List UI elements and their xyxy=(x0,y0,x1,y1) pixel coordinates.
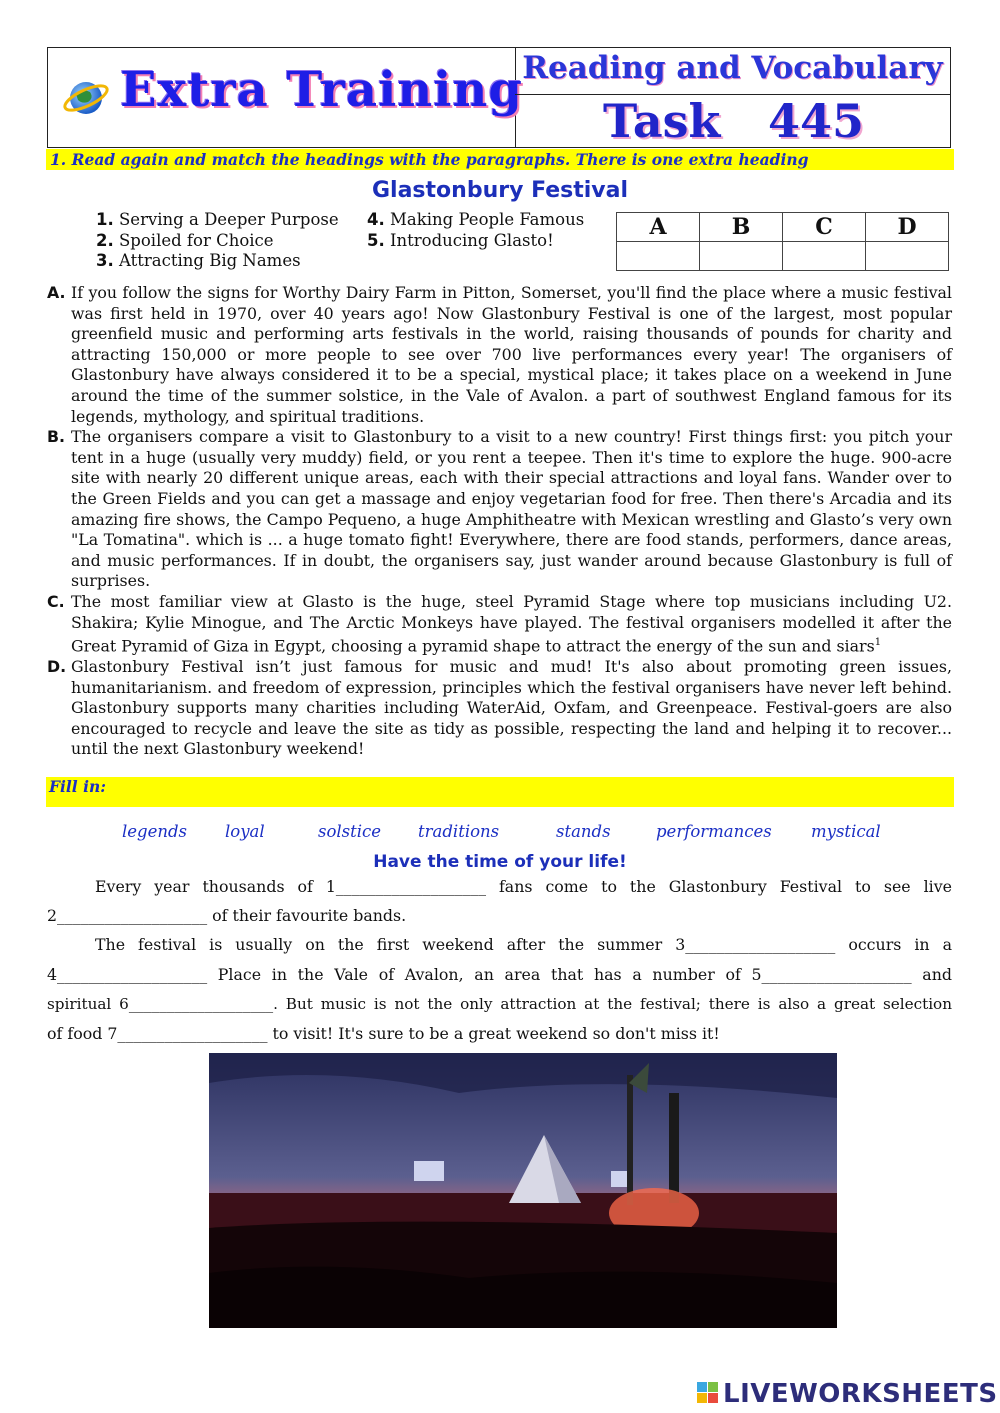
paragraph-c: C. The most familiar view at Glasto is the huge, steel Pyramid Stage where top musicians including U2. Shakira; Kylie Minogue, and The Arctic Monkeys have played. The festival organisers modelled it after the Great Pyramid of Giza in Egypt, choosing a pyramid shape to attract the energy of the sun and siars$^1$ xyxy=(47,591,952,656)
answer-letter: C xyxy=(783,213,866,242)
subject-title: Reading and Vocabulary xyxy=(522,50,943,86)
brand-title: Extra Training xyxy=(120,62,523,118)
liveworksheets-logo-icon xyxy=(697,1382,719,1404)
paragraph-a: A. If you follow the signs for Worthy Dairy Farm in Pitton, Somerset, you'll find the place where a music festival was first held in 1970, over 40 years ago! Now Glastonbury Festival is one of the largest, most popular greenfield music and performing arts festivals in the world, raising thousands of pounds for charity and attracting 150,000 or more people to see over 700 live performances every year! The organisers of Glastonbury have always considered it to be a special, mystical place; it takes place on a weekend in June around the time of the summer solstice, in the Vale of Avalon. a part of southwest England famous for its legends, mythology, and spiritual traditions. xyxy=(47,283,952,426)
word-bank-item: stands xyxy=(556,822,611,841)
heading-item: 5. Introducing Glasto! xyxy=(367,230,554,250)
word-bank-item: legends xyxy=(122,822,188,841)
heading-item: 1. Serving a Deeper Purpose xyxy=(96,210,339,229)
fill-in-bar: Fill in: xyxy=(46,777,954,807)
headings-col-2 xyxy=(367,210,584,251)
fill-line-5[interactable]: spiritual 6___________________. But music is not the only attraction at the festival; there is also a great selection xyxy=(47,995,952,1013)
task-label: Task xyxy=(603,94,721,148)
page-title: Glastonbury Festival xyxy=(371,178,629,203)
paragraph-b: B. The organisers compare a visit to Glastonbury to a visit to a new country! First things first: you pitch your tent in a huge (usually very muddy) field, or you rent a teepee. Then it's time to explore the huge. 900-acre site with nearly 20 different unique areas, each with their special attractions and loyal fans. Wander over to the Green Fields and you can get a massage and enjoy vegetarian food for free. Then there's Arcadia and its amazing fire shows, the Campo Pequeno, a huge Amphitheatre with Mexican wrestling and Glasto’s very own "La Tomatina". which is ... a huge tomato fight! Everywhere, there are food stands, performers, dance areas, and music performances. If in doubt, the organisers say, just wander around because Glastonbury is full of surprises. xyxy=(47,427,952,591)
festival-photo xyxy=(209,1053,837,1328)
word-bank-item: loyal xyxy=(225,822,265,841)
fill-line-6[interactable]: of food 7___________________ to visit! It's sure to be a great weekend so don't miss it! xyxy=(47,1024,720,1043)
heading-item: 3. Attracting Big Names xyxy=(96,251,301,270)
answer-letter: D xyxy=(866,213,949,242)
answer-table xyxy=(616,212,949,271)
answer-input-c[interactable] xyxy=(783,242,866,271)
answer-input-b[interactable] xyxy=(700,242,783,271)
answer-letter: B xyxy=(700,213,783,242)
instruction-bar: 1. Read again and match the headings with the paragraphs. There is one extra heading xyxy=(46,149,954,170)
answer-input-d[interactable] xyxy=(866,242,949,271)
subtitle: Have the time of your life! xyxy=(373,852,627,872)
word-bank-item: mystical xyxy=(811,822,881,841)
heading-item: 4. Making People Famous xyxy=(367,210,585,229)
task-number: 445 xyxy=(768,94,865,148)
brand-cell xyxy=(48,48,523,147)
fill-line-1[interactable]: Every year thousands of 1___________________ fans come to the Glastonbury Festival to see live xyxy=(95,877,952,896)
subject-cell xyxy=(515,48,950,95)
word-bank-item: solstice xyxy=(318,822,382,841)
reading-text xyxy=(47,283,952,760)
header-box xyxy=(47,47,951,148)
headings-col-1 xyxy=(96,210,339,272)
word-bank-item: traditions xyxy=(418,822,500,841)
task-cell xyxy=(515,94,950,147)
heading-item: 2. Spoiled for Choice xyxy=(96,230,274,250)
footnote-mark: 1 xyxy=(874,637,882,649)
fill-line-2[interactable]: 2___________________ of their favourite bands. xyxy=(47,906,407,925)
fill-line-4[interactable]: 4___________________ Place in the Vale of Avalon, an area that has a number of 5___________________ and xyxy=(47,965,952,984)
globe-icon xyxy=(62,74,110,118)
word-bank-item: performances xyxy=(656,822,772,841)
paragraph-d: D. Glastonbury Festival isn’t just famous for music and mud! It's also about promoting green issues, humanitarianism. and freedom of expression, principles which the festival organisers have never left behind. Glastonbury supports many charities including WaterAid, Oxfam, and Greenpeace. Festival-goers are also encouraged to recycle and leave the site as tidy as possible, respecting the land and helping it to recover... until the next Glastonbury weekend! xyxy=(47,656,952,759)
fill-line-3[interactable]: The festival is usually on the first weekend after the summer 3___________________ occurs in a xyxy=(95,935,952,954)
footer-brand[interactable]: LIVEWORKSHEETS xyxy=(723,1379,998,1409)
answer-letter: A xyxy=(617,213,700,242)
answer-input-a[interactable] xyxy=(617,242,700,271)
